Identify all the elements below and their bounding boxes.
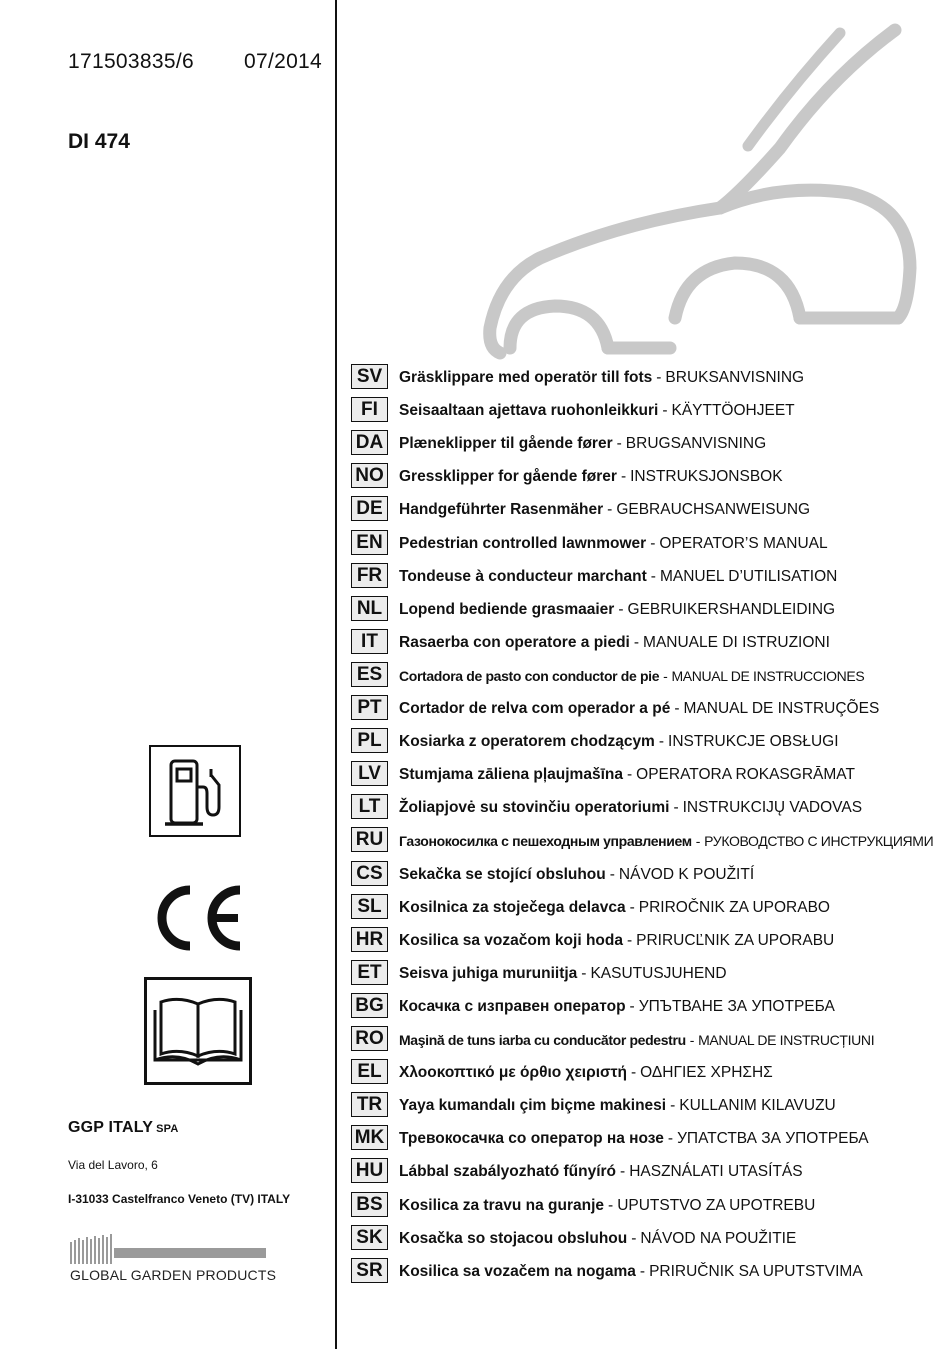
language-row-nl	[351, 596, 941, 622]
language-code-badge: NO	[351, 463, 388, 488]
language-description	[399, 568, 837, 586]
manual-type: GEBRAUCHSANWEISUNG	[616, 501, 811, 518]
language-row-lv	[351, 761, 941, 787]
product-title: Handgeführter Rasenmäher	[399, 501, 604, 518]
title-separator: -	[607, 501, 613, 518]
model-name: DI 474	[68, 130, 130, 153]
language-code-badge: RU	[351, 827, 388, 852]
manual-type: MANUEL D’UTILISATION	[659, 568, 838, 585]
title-separator: -	[629, 899, 635, 916]
language-row-en	[351, 530, 941, 556]
language-description	[399, 1163, 803, 1181]
title-separator: -	[639, 1263, 646, 1280]
title-separator: -	[631, 1230, 637, 1247]
language-description	[399, 965, 727, 983]
title-separator: -	[673, 799, 679, 816]
title-separator: -	[581, 965, 587, 982]
language-row-cs	[351, 861, 941, 887]
title-separator: -	[633, 634, 640, 651]
language-code-badge: RO	[351, 1026, 388, 1051]
manual-type: INSTRUKCIJŲ VADOVAS	[682, 799, 863, 816]
document-date: 07/2014	[244, 50, 323, 73]
language-code-badge: IT	[351, 629, 388, 654]
column-divider	[335, 0, 337, 1349]
language-row-fr	[351, 563, 941, 589]
language-row-sr	[351, 1258, 941, 1284]
manual-type: NÁVOD K POUŽITÍ	[618, 866, 755, 883]
company-name	[68, 1119, 179, 1137]
product-title: Stumjama zāliena pļaujmašīna	[399, 766, 623, 783]
manual-type: HASZNÁLATI UTASÍTÁS	[629, 1163, 803, 1180]
manual-type: BRUKSANVISNING	[665, 369, 805, 386]
language-code-badge: DE	[351, 496, 388, 521]
product-title: Тревокосачка со оператор на нозе	[399, 1130, 664, 1147]
language-code-badge: HR	[351, 927, 388, 952]
language-row-tr	[351, 1092, 941, 1118]
language-row-sv	[351, 364, 941, 390]
title-separator: -	[662, 402, 668, 419]
product-title: Gräsklippare med operatör till fots	[399, 369, 653, 386]
language-row-fi	[351, 397, 941, 423]
manual-type: OPERATOR’S MANUAL	[659, 535, 828, 552]
product-title: Maşină de tuns iarba cu conducător pedestru	[399, 1032, 686, 1048]
language-description	[399, 435, 766, 453]
product-title: Gressklipper for gående fører	[399, 468, 617, 485]
product-title: Kosilnica za stoječega delavca	[399, 899, 626, 916]
language-row-hu	[351, 1158, 941, 1184]
language-description	[399, 1097, 836, 1115]
title-separator: -	[616, 435, 622, 452]
language-row-bg	[351, 993, 941, 1019]
manual-type: УПАТСТВА ЗА УПОТРЕБА	[677, 1130, 869, 1147]
language-description	[399, 601, 835, 619]
title-separator: -	[620, 468, 627, 485]
product-title: Yaya kumandalı çim biçme makinesi	[399, 1097, 667, 1114]
language-code-badge: SL	[351, 894, 388, 919]
product-title: Газонокосилка с пешеходным управлением	[399, 833, 692, 849]
product-title: Χλοοκοπτικό με όρθιο χειριστή	[399, 1064, 627, 1081]
title-separator: -	[608, 1197, 614, 1214]
language-description	[399, 667, 864, 685]
language-description	[399, 799, 862, 817]
product-title: Lopend bediende grasmaaier	[399, 601, 615, 618]
manual-type: MANUAL DE INSTRUCCIONES	[671, 668, 865, 684]
product-title: Žoliapjovė su stovinčiu operatoriumi	[399, 799, 670, 816]
title-separator: -	[620, 1163, 626, 1180]
manual-type: ΟΔΗΓΙΕΣ ΧΡΗΣΗΣ	[640, 1064, 773, 1081]
manual-type: KULLANIM KILAVUZU	[679, 1097, 836, 1114]
language-description	[399, 866, 754, 884]
manual-type: MANUAL DE INSTRUCȚIUNI	[698, 1032, 875, 1048]
language-code-badge: BS	[351, 1192, 388, 1217]
manual-type: PRIRUČNIK SA UPUTSTVIMA	[649, 1263, 863, 1280]
manual-type: PRIRUCĽNIK ZA UPORABU	[636, 932, 835, 949]
title-separator: -	[695, 833, 701, 849]
product-title: Rasaerba con operatore a piedi	[399, 634, 630, 651]
product-title: Kosilica sa vozačom koji hoda	[399, 932, 623, 949]
document-code: 171503835/6	[68, 50, 194, 73]
language-row-no	[351, 463, 941, 489]
language-description	[399, 700, 879, 718]
product-title: Kosiarka z operatorem chodzącym	[399, 733, 655, 750]
title-separator: -	[663, 668, 668, 684]
company-street: Via del Lavoro, 6	[68, 1158, 158, 1172]
manual-type: УПЪТВАНЕ ЗА УПОТРЕБА	[638, 998, 835, 1015]
language-code-badge: FI	[351, 397, 388, 422]
language-row-de	[351, 496, 941, 522]
title-separator: -	[689, 1032, 695, 1048]
company-suffix: SPA	[156, 1123, 179, 1135]
manual-type: INSTRUKCJE OBSŁUGI	[668, 733, 839, 750]
language-row-pl	[351, 728, 941, 754]
language-description	[399, 1130, 869, 1148]
language-description	[399, 468, 783, 486]
manual-type: OPERATORA ROKASGRĀMAT	[636, 766, 855, 783]
manual-type: BRUGSANVISNING	[625, 435, 767, 452]
language-code-badge: MK	[351, 1125, 388, 1150]
manual-type: KÄYTTÖOHJEET	[671, 402, 795, 419]
product-title: Kosačka so stojacou obsluhou	[399, 1230, 628, 1247]
language-code-badge: BG	[351, 993, 388, 1018]
language-row-es	[351, 662, 941, 688]
language-description	[399, 1263, 863, 1281]
title-separator: -	[618, 601, 624, 618]
product-title: Seisaaltaan ajettava ruohonleikkuri	[399, 402, 659, 419]
manual-type: РУКОВОДСТВО С ИНСТРУКЦИЯМИ	[704, 833, 934, 849]
language-row-lt	[351, 794, 941, 820]
lawnmower-outline-icon	[470, 18, 930, 368]
language-row-hr	[351, 927, 941, 953]
language-description	[399, 899, 830, 917]
language-code-badge: EN	[351, 530, 388, 555]
language-description	[399, 733, 839, 751]
manual-type: PRIROČNIK ZA UPORABO	[638, 899, 830, 916]
language-code-badge: PT	[351, 695, 388, 720]
product-title: Tondeuse à conducteur marchant	[399, 568, 647, 585]
brand-name: GLOBAL GARDEN PRODUCTS	[70, 1267, 277, 1283]
language-code-badge: ET	[351, 960, 388, 985]
language-description	[399, 1197, 815, 1215]
title-separator: -	[631, 1064, 637, 1081]
manual-type: GEBRUIKERSHANDLEIDING	[627, 601, 836, 618]
language-description	[399, 832, 933, 850]
language-description	[399, 1031, 874, 1049]
title-separator: -	[650, 568, 656, 585]
fuel-pump-icon	[149, 745, 241, 837]
product-title: Kosilica sa vozačem na nogama	[399, 1263, 636, 1280]
language-code-badge: PL	[351, 728, 388, 753]
language-description	[399, 501, 810, 519]
title-separator: -	[609, 866, 615, 883]
language-code-badge: HU	[351, 1158, 388, 1183]
product-title: Lábbal szabályozható fűnyíró	[399, 1163, 617, 1180]
language-row-pt	[351, 695, 941, 721]
title-separator: -	[626, 766, 633, 783]
language-row-da	[351, 430, 941, 456]
language-description	[399, 766, 855, 784]
language-row-ro	[351, 1026, 941, 1052]
manual-type: INSTRUKSJONSBOK	[630, 468, 783, 485]
language-description	[399, 634, 830, 652]
product-title: Sekačka se stojící obsluhou	[399, 866, 606, 883]
title-separator: -	[674, 700, 680, 717]
product-title: Косачка с изправен оператор	[399, 998, 626, 1015]
language-row-ru	[351, 827, 941, 853]
language-description	[399, 535, 828, 553]
company-name-text: GGP ITALY	[68, 1119, 154, 1136]
language-row-it	[351, 629, 941, 655]
manual-type: MANUALE DI ISTRUZIONI	[643, 634, 830, 651]
language-code-badge: SK	[351, 1225, 388, 1250]
product-title: Pedestrian controlled lawnmower	[399, 535, 647, 552]
product-title: Cortadora de pasto con conductor de pie	[399, 668, 660, 684]
left-column	[0, 0, 336, 1349]
language-description	[399, 1230, 796, 1248]
manual-type: KASUTUSJUHEND	[590, 965, 727, 982]
language-code-badge: EL	[351, 1059, 388, 1084]
language-description	[399, 1064, 773, 1082]
title-separator: -	[658, 733, 665, 750]
title-separator: -	[650, 535, 656, 552]
title-separator: -	[629, 998, 635, 1015]
open-book-icon	[144, 977, 252, 1085]
language-description	[399, 932, 834, 950]
language-row-mk	[351, 1125, 941, 1151]
manual-type: NÁVOD NA POUŽITIE	[640, 1230, 797, 1247]
language-code-badge: TR	[351, 1092, 388, 1117]
product-title: Seisva juhiga muruniitja	[399, 965, 578, 982]
language-code-badge: NL	[351, 596, 388, 621]
language-code-badge: DA	[351, 430, 388, 455]
product-title: Cortador de relva com operador a pé	[399, 700, 671, 717]
language-row-bs	[351, 1192, 941, 1218]
language-description	[399, 998, 835, 1016]
language-row-sk	[351, 1225, 941, 1251]
product-title: Plæneklipper til gående fører	[399, 435, 613, 452]
language-code-badge: LV	[351, 761, 388, 786]
language-description	[399, 402, 795, 420]
title-separator: -	[667, 1130, 674, 1147]
language-code-badge: ES	[351, 662, 388, 687]
language-row-sl	[351, 894, 941, 920]
language-description	[399, 369, 804, 387]
language-row-el	[351, 1059, 941, 1085]
barcode-stripes-logo	[70, 1234, 270, 1264]
manual-type: MANUAL DE INSTRUÇÕES	[683, 700, 880, 717]
manual-type: UPUTSTVO ZA UPOTREBU	[617, 1197, 816, 1214]
language-code-badge: SV	[351, 364, 388, 389]
language-code-badge: SR	[351, 1258, 388, 1283]
language-code-badge: LT	[351, 794, 388, 819]
title-separator: -	[626, 932, 633, 949]
language-code-badge: FR	[351, 563, 388, 588]
language-row-et	[351, 960, 941, 986]
ce-mark-icon	[146, 883, 246, 953]
language-code-badge: CS	[351, 861, 388, 886]
title-separator: -	[670, 1097, 676, 1114]
company-city: I-31033 Castelfranco Veneto (TV) ITALY	[68, 1192, 291, 1206]
title-separator: -	[656, 369, 662, 386]
product-title: Kosilica za travu na guranje	[399, 1197, 605, 1214]
